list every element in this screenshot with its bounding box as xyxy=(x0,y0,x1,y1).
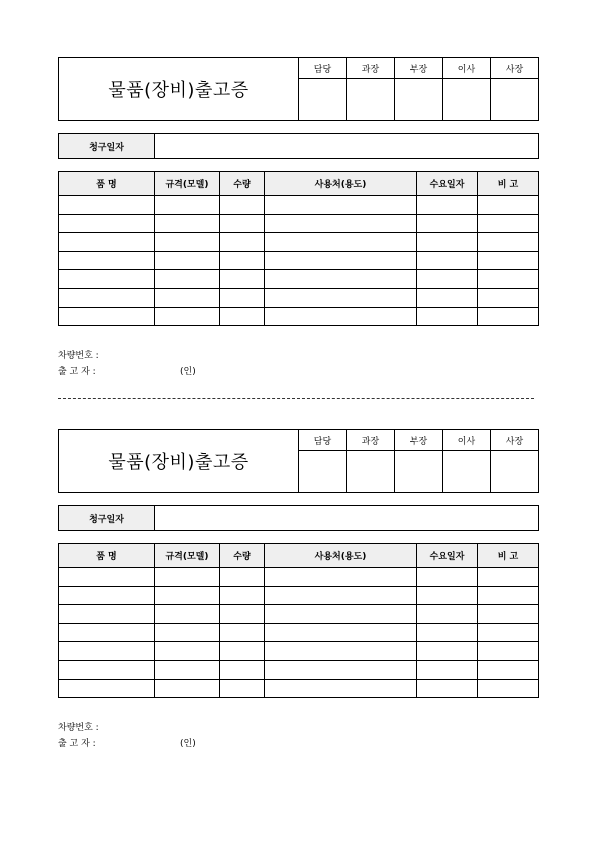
signature-box-president[interactable] xyxy=(491,79,539,121)
spec-cell[interactable] xyxy=(155,586,220,605)
items-header-row xyxy=(59,172,539,196)
demand-date-cell[interactable] xyxy=(417,642,478,661)
demand-date-cell[interactable] xyxy=(417,214,478,233)
remarks-cell[interactable] xyxy=(478,660,539,679)
items-table xyxy=(58,543,539,698)
spec-cell[interactable] xyxy=(155,605,220,624)
spec-cell[interactable] xyxy=(155,233,220,252)
approval-label-director: 이사 xyxy=(443,430,491,451)
column-remarks: 비 고 xyxy=(478,544,539,568)
items-header-row xyxy=(59,544,539,568)
vehicle-number-label: 차량번호 : xyxy=(58,351,99,362)
quantity-cell[interactable] xyxy=(220,233,265,252)
vehicle-number-line xyxy=(58,720,538,736)
usage-cell[interactable] xyxy=(265,307,417,326)
table-row xyxy=(59,660,539,679)
approval-label-staff: 담당 xyxy=(299,58,347,79)
demand-date-cell[interactable] xyxy=(417,270,478,289)
remarks-cell[interactable] xyxy=(478,605,539,624)
spec-cell[interactable] xyxy=(155,196,220,215)
demand-date-cell[interactable] xyxy=(417,679,478,698)
table-row xyxy=(59,605,539,624)
quantity-cell[interactable] xyxy=(220,270,265,289)
remarks-cell[interactable] xyxy=(478,270,539,289)
quantity-cell[interactable] xyxy=(220,586,265,605)
table-row xyxy=(59,307,539,326)
form-header xyxy=(58,429,539,493)
remarks-cell[interactable] xyxy=(478,623,539,642)
signature-box-staff[interactable] xyxy=(299,79,347,121)
column-item-name: 품 명 xyxy=(59,172,155,196)
demand-date-cell[interactable] xyxy=(417,605,478,624)
item-name-cell[interactable] xyxy=(59,623,155,642)
spec-cell[interactable] xyxy=(155,270,220,289)
approval-label-staff: 담당 xyxy=(299,430,347,451)
spec-cell[interactable] xyxy=(155,642,220,661)
shipper-line xyxy=(58,736,538,752)
item-name-cell[interactable] xyxy=(59,660,155,679)
release-form-1 xyxy=(58,57,538,380)
usage-cell[interactable] xyxy=(265,642,417,661)
table-row xyxy=(59,233,539,252)
shipper-label: 출 고 자 : xyxy=(58,739,96,750)
approval-label-manager: 과장 xyxy=(347,430,395,451)
spec-cell[interactable] xyxy=(155,679,220,698)
usage-cell[interactable] xyxy=(265,233,417,252)
column-item-name: 품 명 xyxy=(59,544,155,568)
demand-date-cell[interactable] xyxy=(417,251,478,270)
item-name-cell[interactable] xyxy=(59,288,155,307)
demand-date-cell[interactable] xyxy=(417,660,478,679)
remarks-cell[interactable] xyxy=(478,586,539,605)
shipper-label: 출 고 자 : xyxy=(58,367,96,378)
item-name-cell[interactable] xyxy=(59,196,155,215)
remarks-cell[interactable] xyxy=(478,196,539,215)
signature-box-department-head[interactable] xyxy=(395,79,443,121)
remarks-cell[interactable] xyxy=(478,214,539,233)
quantity-cell[interactable] xyxy=(220,568,265,587)
form-title: 물품(장비)출고증 xyxy=(59,430,299,493)
vehicle-number-line xyxy=(58,348,538,364)
item-name-cell[interactable] xyxy=(59,251,155,270)
vehicle-number-label: 차량번호 : xyxy=(58,723,99,734)
usage-cell[interactable] xyxy=(265,586,417,605)
column-usage-purpose: 사용처(용도) xyxy=(265,172,417,196)
item-name-cell[interactable] xyxy=(59,605,155,624)
signature-box-manager[interactable] xyxy=(347,451,395,493)
request-date-field[interactable] xyxy=(155,506,539,531)
column-spec-model: 규격(모델) xyxy=(155,544,220,568)
usage-cell[interactable] xyxy=(265,660,417,679)
quantity-cell[interactable] xyxy=(220,196,265,215)
request-date-table xyxy=(58,133,539,159)
form-header xyxy=(58,57,539,121)
remarks-cell[interactable] xyxy=(478,288,539,307)
signature-box-president[interactable] xyxy=(491,451,539,493)
demand-date-cell[interactable] xyxy=(417,307,478,326)
approval-label-director: 이사 xyxy=(443,58,491,79)
column-demand-date: 수요일자 xyxy=(417,172,478,196)
request-date-label: 청구일자 xyxy=(59,506,155,531)
items-table xyxy=(58,171,539,326)
item-name-cell[interactable] xyxy=(59,214,155,233)
signature-box-department-head[interactable] xyxy=(395,451,443,493)
approval-label-president: 사장 xyxy=(491,58,539,79)
spec-cell[interactable] xyxy=(155,660,220,679)
quantity-cell[interactable] xyxy=(220,642,265,661)
remarks-cell[interactable] xyxy=(478,568,539,587)
quantity-cell[interactable] xyxy=(220,214,265,233)
column-spec-model: 규격(모델) xyxy=(155,172,220,196)
form-footer xyxy=(58,348,538,380)
form-title: 물품(장비)출고증 xyxy=(59,58,299,121)
demand-date-cell[interactable] xyxy=(417,196,478,215)
table-row xyxy=(59,568,539,587)
request-date-label: 청구일자 xyxy=(59,134,155,159)
demand-date-cell[interactable] xyxy=(417,233,478,252)
spec-cell[interactable] xyxy=(155,251,220,270)
usage-cell[interactable] xyxy=(265,214,417,233)
usage-cell[interactable] xyxy=(265,251,417,270)
remarks-cell[interactable] xyxy=(478,233,539,252)
request-date-table xyxy=(58,505,539,531)
quantity-cell[interactable] xyxy=(220,623,265,642)
form-footer xyxy=(58,720,538,752)
approval-label-department-head: 부장 xyxy=(395,58,443,79)
seal-mark: (인) xyxy=(180,367,196,378)
seal-mark: (인) xyxy=(180,739,196,750)
item-name-cell[interactable] xyxy=(59,307,155,326)
remarks-cell[interactable] xyxy=(478,642,539,661)
table-row xyxy=(59,586,539,605)
table-row xyxy=(59,270,539,289)
usage-cell[interactable] xyxy=(265,196,417,215)
table-row xyxy=(59,642,539,661)
demand-date-cell[interactable] xyxy=(417,288,478,307)
spec-cell[interactable] xyxy=(155,307,220,326)
remarks-cell[interactable] xyxy=(478,307,539,326)
quantity-cell[interactable] xyxy=(220,307,265,326)
item-name-cell[interactable] xyxy=(59,586,155,605)
request-date-field[interactable] xyxy=(155,134,539,159)
demand-date-cell[interactable] xyxy=(417,568,478,587)
spec-cell[interactable] xyxy=(155,214,220,233)
column-remarks: 비 고 xyxy=(478,172,539,196)
usage-cell[interactable] xyxy=(265,679,417,698)
column-quantity: 수량 xyxy=(220,544,265,568)
usage-cell[interactable] xyxy=(265,288,417,307)
quantity-cell[interactable] xyxy=(220,660,265,679)
cut-line-divider xyxy=(58,398,534,399)
approval-label-manager: 과장 xyxy=(347,58,395,79)
item-name-cell[interactable] xyxy=(59,233,155,252)
spec-cell[interactable] xyxy=(155,623,220,642)
approval-label-department-head: 부장 xyxy=(395,430,443,451)
table-row xyxy=(59,679,539,698)
quantity-cell[interactable] xyxy=(220,251,265,270)
table-row xyxy=(59,214,539,233)
item-name-cell[interactable] xyxy=(59,642,155,661)
demand-date-cell[interactable] xyxy=(417,623,478,642)
demand-date-cell[interactable] xyxy=(417,586,478,605)
usage-cell[interactable] xyxy=(265,605,417,624)
item-name-cell[interactable] xyxy=(59,270,155,289)
release-form-2 xyxy=(58,429,538,752)
usage-cell[interactable] xyxy=(265,568,417,587)
table-row xyxy=(59,196,539,215)
quantity-cell[interactable] xyxy=(220,288,265,307)
item-name-cell[interactable] xyxy=(59,568,155,587)
table-row xyxy=(59,288,539,307)
shipper-line xyxy=(58,364,538,380)
usage-cell[interactable] xyxy=(265,623,417,642)
column-demand-date: 수요일자 xyxy=(417,544,478,568)
signature-box-manager[interactable] xyxy=(347,79,395,121)
usage-cell[interactable] xyxy=(265,270,417,289)
approval-label-president: 사장 xyxy=(491,430,539,451)
signature-box-director[interactable] xyxy=(443,79,491,121)
quantity-cell[interactable] xyxy=(220,679,265,698)
spec-cell[interactable] xyxy=(155,288,220,307)
signature-box-staff[interactable] xyxy=(299,451,347,493)
table-row xyxy=(59,623,539,642)
signature-box-director[interactable] xyxy=(443,451,491,493)
remarks-cell[interactable] xyxy=(478,679,539,698)
column-quantity: 수량 xyxy=(220,172,265,196)
item-name-cell[interactable] xyxy=(59,679,155,698)
quantity-cell[interactable] xyxy=(220,605,265,624)
remarks-cell[interactable] xyxy=(478,251,539,270)
table-row xyxy=(59,251,539,270)
spec-cell[interactable] xyxy=(155,568,220,587)
column-usage-purpose: 사용처(용도) xyxy=(265,544,417,568)
